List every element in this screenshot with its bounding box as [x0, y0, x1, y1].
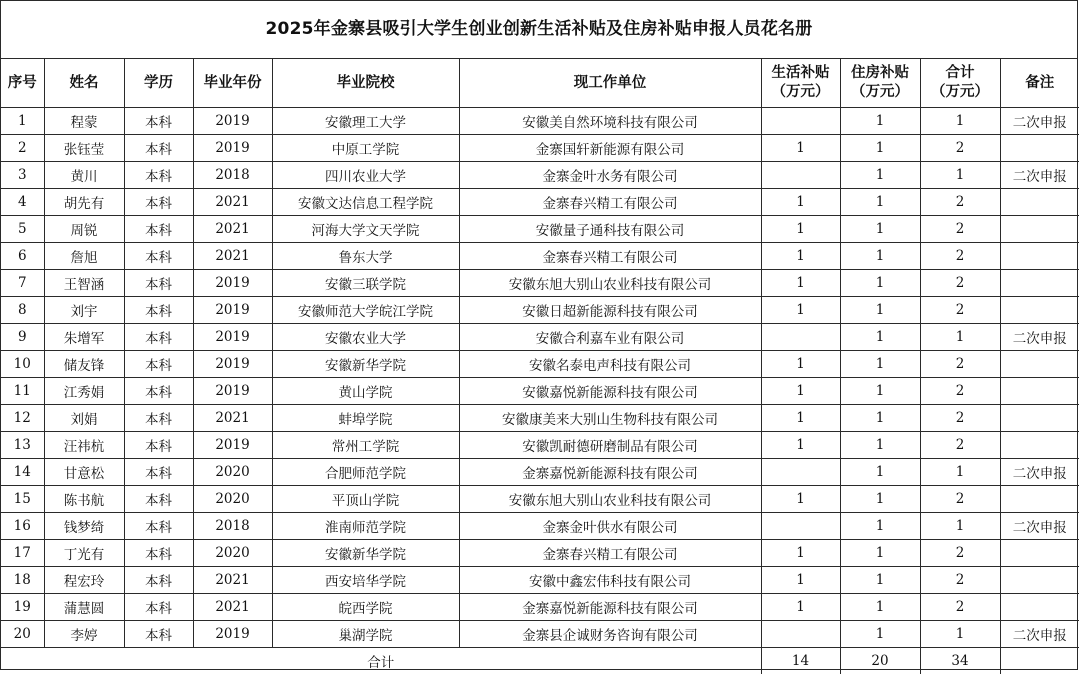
cell-housing-subsidy: 1 — [840, 378, 920, 405]
cell-grad-year: 2021 — [193, 243, 272, 270]
cell-living-subsidy: 1 — [761, 486, 840, 513]
roster-table — [1, 59, 1079, 674]
cell-education: 本科 — [124, 297, 193, 324]
cell-no: 6 — [1, 243, 44, 270]
table-row — [1, 162, 1079, 189]
summary-housing-subsidy: 20 — [840, 648, 920, 674]
table-row — [1, 216, 1079, 243]
cell-name: 王智涵 — [44, 270, 124, 297]
cell-total: 1 — [920, 621, 1000, 648]
cell-no: 15 — [1, 486, 44, 513]
cell-school: 安徽师范大学皖江学院 — [272, 297, 459, 324]
cell-living-subsidy: 1 — [761, 135, 840, 162]
cell-name: 周锐 — [44, 216, 124, 243]
cell-education: 本科 — [124, 108, 193, 135]
cell-total: 2 — [920, 486, 1000, 513]
cell-living-subsidy — [761, 459, 840, 486]
cell-school: 安徽新华学院 — [272, 351, 459, 378]
cell-school: 平顶山学院 — [272, 486, 459, 513]
cell-housing-subsidy: 1 — [840, 162, 920, 189]
cell-no: 8 — [1, 297, 44, 324]
cell-no: 3 — [1, 162, 44, 189]
table-row — [1, 486, 1079, 513]
cell-work-unit: 金寨春兴精工有限公司 — [459, 243, 761, 270]
cell-total: 2 — [920, 270, 1000, 297]
cell-grad-year: 2019 — [193, 108, 272, 135]
cell-note — [1000, 216, 1079, 243]
cell-grad-year: 2020 — [193, 486, 272, 513]
cell-school: 鲁东大学 — [272, 243, 459, 270]
cell-housing-subsidy: 1 — [840, 432, 920, 459]
cell-total: 2 — [920, 594, 1000, 621]
cell-school: 安徽理工大学 — [272, 108, 459, 135]
table-row — [1, 108, 1079, 135]
cell-living-subsidy: 1 — [761, 432, 840, 459]
header-housing-subsidy-label: 住房补贴 — [851, 65, 909, 81]
cell-school: 巢湖学院 — [272, 621, 459, 648]
cell-grad-year: 2019 — [193, 621, 272, 648]
cell-housing-subsidy: 1 — [840, 513, 920, 540]
table-row — [1, 540, 1079, 567]
cell-total: 2 — [920, 243, 1000, 270]
cell-grad-year: 2019 — [193, 135, 272, 162]
cell-education: 本科 — [124, 270, 193, 297]
cell-education: 本科 — [124, 216, 193, 243]
cell-housing-subsidy: 1 — [840, 351, 920, 378]
cell-name: 蒲慧圆 — [44, 594, 124, 621]
cell-no: 11 — [1, 378, 44, 405]
cell-housing-subsidy: 1 — [840, 243, 920, 270]
cell-no: 4 — [1, 189, 44, 216]
cell-work-unit: 安徽美自然环境科技有限公司 — [459, 108, 761, 135]
cell-education: 本科 — [124, 189, 193, 216]
cell-work-unit: 金寨嘉悦新能源科技有限公司 — [459, 594, 761, 621]
cell-school: 四川农业大学 — [272, 162, 459, 189]
cell-total: 1 — [920, 162, 1000, 189]
cell-school: 蚌埠学院 — [272, 405, 459, 432]
cell-housing-subsidy: 1 — [840, 270, 920, 297]
table-row — [1, 243, 1079, 270]
table-row — [1, 297, 1079, 324]
cell-total: 1 — [920, 324, 1000, 351]
cell-grad-year: 2021 — [193, 594, 272, 621]
cell-education: 本科 — [124, 540, 193, 567]
cell-total: 2 — [920, 378, 1000, 405]
table-row — [1, 189, 1079, 216]
cell-school: 合肥师范学院 — [272, 459, 459, 486]
cell-work-unit: 金寨春兴精工有限公司 — [459, 189, 761, 216]
header-education: 学历 — [124, 59, 193, 108]
header-living-subsidy — [761, 59, 840, 108]
cell-work-unit: 安徽嘉悦新能源科技有限公司 — [459, 378, 761, 405]
cell-note: 二次申报 — [1000, 621, 1079, 648]
cell-school: 安徽三联学院 — [272, 270, 459, 297]
cell-no: 10 — [1, 351, 44, 378]
cell-education: 本科 — [124, 351, 193, 378]
cell-note — [1000, 405, 1079, 432]
cell-note: 二次申报 — [1000, 513, 1079, 540]
cell-school: 皖西学院 — [272, 594, 459, 621]
cell-education: 本科 — [124, 405, 193, 432]
summary-living-subsidy: 14 — [761, 648, 840, 674]
cell-living-subsidy: 1 — [761, 189, 840, 216]
cell-housing-subsidy: 1 — [840, 540, 920, 567]
cell-education: 本科 — [124, 594, 193, 621]
cell-no: 19 — [1, 594, 44, 621]
table-row — [1, 567, 1079, 594]
cell-work-unit: 安徽合利嘉车业有限公司 — [459, 324, 761, 351]
cell-note — [1000, 567, 1079, 594]
cell-work-unit: 安徽名泰电声科技有限公司 — [459, 351, 761, 378]
cell-name: 黄川 — [44, 162, 124, 189]
cell-note — [1000, 432, 1079, 459]
cell-housing-subsidy: 1 — [840, 459, 920, 486]
cell-education: 本科 — [124, 513, 193, 540]
cell-living-subsidy: 1 — [761, 270, 840, 297]
cell-work-unit: 安徽东旭大别山农业科技有限公司 — [459, 486, 761, 513]
cell-note: 二次申报 — [1000, 162, 1079, 189]
cell-name: 刘娟 — [44, 405, 124, 432]
cell-living-subsidy: 1 — [761, 405, 840, 432]
header-row — [1, 59, 1079, 108]
cell-school: 中原工学院 — [272, 135, 459, 162]
cell-note — [1000, 243, 1079, 270]
cell-education: 本科 — [124, 378, 193, 405]
cell-name: 甘意松 — [44, 459, 124, 486]
cell-no: 5 — [1, 216, 44, 243]
cell-name: 刘宇 — [44, 297, 124, 324]
cell-no: 17 — [1, 540, 44, 567]
cell-name: 朱增军 — [44, 324, 124, 351]
cell-grad-year: 2021 — [193, 216, 272, 243]
cell-living-subsidy: 1 — [761, 594, 840, 621]
cell-note: 二次申报 — [1000, 324, 1079, 351]
cell-housing-subsidy: 1 — [840, 135, 920, 162]
cell-name: 汪祎杭 — [44, 432, 124, 459]
cell-grad-year: 2018 — [193, 162, 272, 189]
cell-grad-year: 2019 — [193, 378, 272, 405]
cell-no: 14 — [1, 459, 44, 486]
cell-name: 张钰莹 — [44, 135, 124, 162]
header-housing-subsidy-unit: （万元） — [851, 84, 909, 100]
cell-total: 2 — [920, 540, 1000, 567]
cell-name: 胡先有 — [44, 189, 124, 216]
cell-no: 20 — [1, 621, 44, 648]
cell-no: 18 — [1, 567, 44, 594]
table-row — [1, 459, 1079, 486]
cell-housing-subsidy: 1 — [840, 189, 920, 216]
cell-grad-year: 2019 — [193, 270, 272, 297]
cell-school: 安徽农业大学 — [272, 324, 459, 351]
cell-work-unit: 金寨县企诚财务咨询有限公司 — [459, 621, 761, 648]
cell-work-unit: 安徽中鑫宏伟科技有限公司 — [459, 567, 761, 594]
cell-living-subsidy — [761, 108, 840, 135]
header-no: 序号 — [1, 59, 44, 108]
header-school: 毕业院校 — [272, 59, 459, 108]
cell-grad-year: 2020 — [193, 459, 272, 486]
table-row — [1, 513, 1079, 540]
cell-note — [1000, 135, 1079, 162]
cell-living-subsidy: 1 — [761, 567, 840, 594]
cell-grad-year: 2021 — [193, 405, 272, 432]
header-work-unit: 现工作单位 — [459, 59, 761, 108]
cell-total: 2 — [920, 216, 1000, 243]
cell-work-unit: 金寨国轩新能源有限公司 — [459, 135, 761, 162]
cell-education: 本科 — [124, 486, 193, 513]
cell-note: 二次申报 — [1000, 459, 1079, 486]
cell-school: 西安培华学院 — [272, 567, 459, 594]
summary-row — [1, 648, 1079, 674]
cell-note: 二次申报 — [1000, 108, 1079, 135]
cell-name: 李婷 — [44, 621, 124, 648]
cell-work-unit: 金寨嘉悦新能源科技有限公司 — [459, 459, 761, 486]
cell-work-unit: 金寨金叶供水有限公司 — [459, 513, 761, 540]
cell-grad-year: 2019 — [193, 351, 272, 378]
cell-school: 黄山学院 — [272, 378, 459, 405]
cell-grad-year: 2021 — [193, 567, 272, 594]
cell-living-subsidy: 1 — [761, 297, 840, 324]
cell-total: 1 — [920, 459, 1000, 486]
cell-no: 7 — [1, 270, 44, 297]
cell-housing-subsidy: 1 — [840, 405, 920, 432]
cell-grad-year: 2020 — [193, 540, 272, 567]
header-grad-year: 毕业年份 — [193, 59, 272, 108]
cell-grad-year: 2019 — [193, 324, 272, 351]
cell-education: 本科 — [124, 243, 193, 270]
summary-total: 34 — [920, 648, 1000, 674]
cell-total: 2 — [920, 189, 1000, 216]
cell-work-unit: 金寨春兴精工有限公司 — [459, 540, 761, 567]
cell-education: 本科 — [124, 135, 193, 162]
cell-no: 1 — [1, 108, 44, 135]
table-row — [1, 351, 1079, 378]
table-row — [1, 405, 1079, 432]
cell-note — [1000, 351, 1079, 378]
cell-name: 丁光有 — [44, 540, 124, 567]
cell-school: 淮南师范学院 — [272, 513, 459, 540]
cell-total: 1 — [920, 108, 1000, 135]
header-living-subsidy-label: 生活补贴 — [772, 65, 830, 81]
cell-living-subsidy: 1 — [761, 540, 840, 567]
cell-housing-subsidy: 1 — [840, 108, 920, 135]
cell-work-unit: 金寨金叶水务有限公司 — [459, 162, 761, 189]
cell-note — [1000, 378, 1079, 405]
cell-no: 16 — [1, 513, 44, 540]
cell-name: 陈书航 — [44, 486, 124, 513]
cell-living-subsidy — [761, 324, 840, 351]
table-row — [1, 621, 1079, 648]
cell-name: 江秀娟 — [44, 378, 124, 405]
cell-note — [1000, 594, 1079, 621]
cell-education: 本科 — [124, 324, 193, 351]
cell-total: 1 — [920, 513, 1000, 540]
cell-housing-subsidy: 1 — [840, 621, 920, 648]
cell-name: 詹旭 — [44, 243, 124, 270]
cell-education: 本科 — [124, 459, 193, 486]
cell-grad-year: 2019 — [193, 297, 272, 324]
header-total — [920, 59, 1000, 108]
cell-note — [1000, 297, 1079, 324]
cell-work-unit: 安徽日超新能源科技有限公司 — [459, 297, 761, 324]
cell-total: 2 — [920, 567, 1000, 594]
cell-total: 2 — [920, 351, 1000, 378]
cell-no: 2 — [1, 135, 44, 162]
cell-living-subsidy: 1 — [761, 378, 840, 405]
cell-housing-subsidy: 1 — [840, 594, 920, 621]
cell-living-subsidy: 1 — [761, 216, 840, 243]
cell-note — [1000, 486, 1079, 513]
cell-name: 钱梦绮 — [44, 513, 124, 540]
cell-education: 本科 — [124, 621, 193, 648]
cell-total: 2 — [920, 297, 1000, 324]
document-title: 2025年金寨县吸引大学生创业创新生活补贴及住房补贴申报人员花名册 — [1, 1, 1077, 59]
header-total-label: 合计 — [946, 65, 975, 81]
cell-school: 河海大学文天学院 — [272, 216, 459, 243]
cell-living-subsidy — [761, 162, 840, 189]
header-note: 备注 — [1000, 59, 1079, 108]
cell-name: 程宏玲 — [44, 567, 124, 594]
cell-housing-subsidy: 1 — [840, 216, 920, 243]
cell-grad-year: 2021 — [193, 189, 272, 216]
cell-note — [1000, 189, 1079, 216]
cell-work-unit: 安徽凯耐德研磨制品有限公司 — [459, 432, 761, 459]
cell-note — [1000, 540, 1079, 567]
cell-education: 本科 — [124, 567, 193, 594]
cell-no: 9 — [1, 324, 44, 351]
cell-living-subsidy — [761, 513, 840, 540]
header-total-unit: （万元） — [931, 84, 989, 100]
cell-total: 2 — [920, 135, 1000, 162]
header-housing-subsidy — [840, 59, 920, 108]
cell-housing-subsidy: 1 — [840, 567, 920, 594]
table-row — [1, 324, 1079, 351]
table-row — [1, 270, 1079, 297]
cell-housing-subsidy: 1 — [840, 324, 920, 351]
cell-name: 程蒙 — [44, 108, 124, 135]
cell-work-unit: 安徽量子通科技有限公司 — [459, 216, 761, 243]
cell-education: 本科 — [124, 432, 193, 459]
cell-total: 2 — [920, 405, 1000, 432]
cell-name: 储友锋 — [44, 351, 124, 378]
summary-note — [1000, 648, 1079, 674]
cell-housing-subsidy: 1 — [840, 297, 920, 324]
header-living-subsidy-unit: （万元） — [772, 84, 830, 100]
cell-grad-year: 2018 — [193, 513, 272, 540]
table-row — [1, 432, 1079, 459]
cell-work-unit: 安徽东旭大别山农业科技有限公司 — [459, 270, 761, 297]
table-row — [1, 135, 1079, 162]
table-row — [1, 378, 1079, 405]
cell-work-unit: 安徽康美来大别山生物科技有限公司 — [459, 405, 761, 432]
cell-education: 本科 — [124, 162, 193, 189]
cell-grad-year: 2019 — [193, 432, 272, 459]
cell-living-subsidy: 1 — [761, 351, 840, 378]
table-row — [1, 594, 1079, 621]
cell-note — [1000, 270, 1079, 297]
cell-housing-subsidy: 1 — [840, 486, 920, 513]
cell-total: 2 — [920, 432, 1000, 459]
cell-no: 13 — [1, 432, 44, 459]
cell-school: 安徽文达信息工程学院 — [272, 189, 459, 216]
summary-label: 合计 — [1, 648, 761, 674]
cell-no: 12 — [1, 405, 44, 432]
cell-living-subsidy — [761, 621, 840, 648]
cell-living-subsidy: 1 — [761, 243, 840, 270]
cell-school: 常州工学院 — [272, 432, 459, 459]
cell-school: 安徽新华学院 — [272, 540, 459, 567]
header-name: 姓名 — [44, 59, 124, 108]
